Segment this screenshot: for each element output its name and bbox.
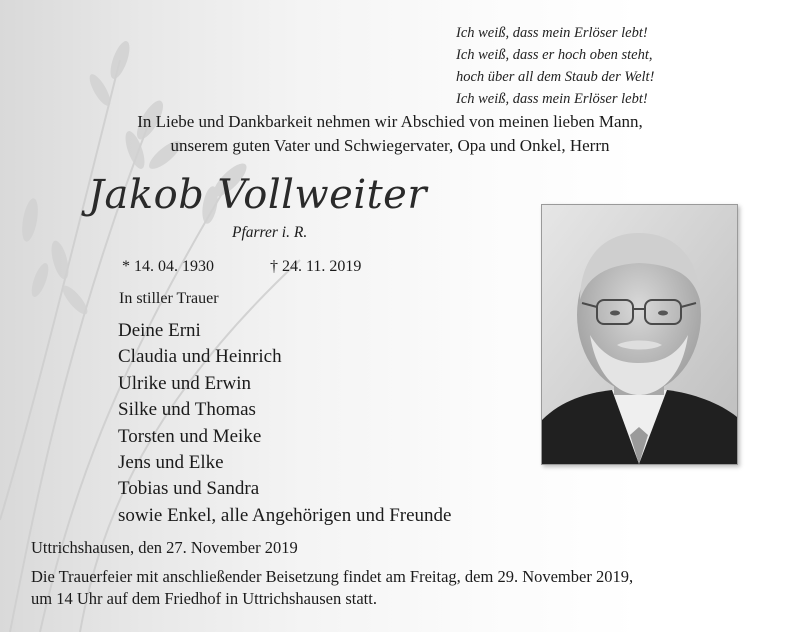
intro-line: unserem guten Vater und Schwiegervater, Opa und Onkel, Herrn: [170, 136, 610, 155]
death-date: † 24. 11. 2019: [270, 258, 362, 275]
portrait-illustration: [542, 205, 737, 464]
verse-line: Ich weiß, dass mein Erlöser lebt!: [456, 25, 648, 41]
mourning-heading: In stiller Trauer: [119, 290, 219, 307]
verse-line: Ich weiß, dass er hoch oben steht,: [456, 47, 653, 63]
birth-date: * 14. 04. 1930: [122, 258, 214, 275]
intro-text: [40, 110, 740, 158]
place-and-date: Uttrichshausen, den 27. November 2019: [31, 538, 298, 557]
mourners-list: [118, 318, 451, 529]
list-item: Tobias und Sandra: [118, 478, 260, 500]
ceremony-line: Die Trauerfeier mit anschließender Beisetzung findet am Freitag, dem 29. November 2019,: [31, 567, 634, 586]
portrait-photo: [541, 204, 738, 465]
bible-verse: [456, 22, 756, 110]
ceremony-line: um 14 Uhr auf dem Friedhof in Uttrichshausen statt.: [31, 589, 377, 608]
list-item: Torsten und Meike: [118, 425, 262, 447]
verse-line: hoch über all dem Staub der Welt!: [456, 69, 655, 85]
verse-line: Ich weiß, dass mein Erlöser lebt!: [456, 91, 648, 107]
list-item: Silke und Thomas: [118, 399, 256, 421]
list-item: Claudia und Heinrich: [118, 346, 282, 368]
list-item: Deine Erni: [118, 320, 201, 341]
deceased-name: Jakob Vollweiter: [88, 172, 427, 218]
list-item: Jens und Elke: [118, 452, 224, 474]
intro-line: In Liebe und Dankbarkeit nehmen wir Abschied von meinen lieben Mann,: [137, 112, 643, 131]
list-item: Ulrike und Erwin: [118, 372, 251, 394]
deceased-title: Pfarrer i. R.: [232, 224, 308, 241]
list-item: sowie Enkel, alle Angehörigen und Freunde: [118, 504, 452, 526]
funeral-announcement: [31, 566, 781, 610]
